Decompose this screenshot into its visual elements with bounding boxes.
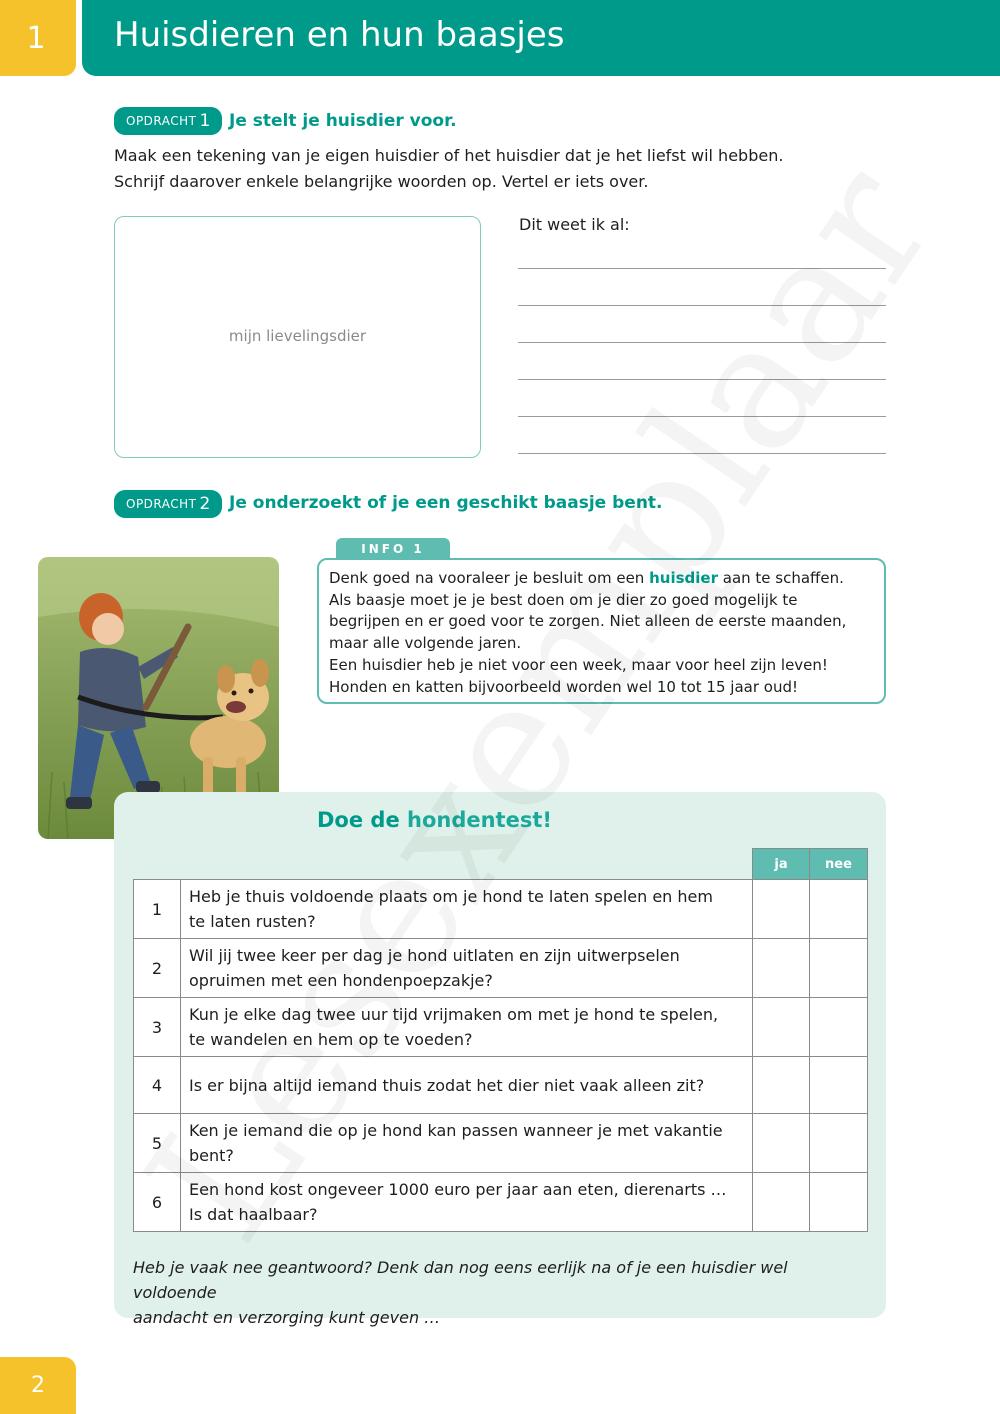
closing-note [133, 1255, 873, 1330]
table-header-blank [181, 849, 753, 880]
question-line: bent? [189, 1146, 234, 1165]
table-row [134, 1057, 868, 1114]
table-row [134, 880, 868, 939]
answer-no-cell[interactable] [810, 998, 868, 1057]
answer-no-cell[interactable] [810, 939, 868, 998]
test-heading-text: Doe de [317, 808, 407, 832]
opdracht2-heading: Je onderzoekt of je een geschikt baasje bent. [229, 493, 663, 513]
table-header-blank [134, 849, 181, 880]
opdracht1-badge [114, 107, 222, 135]
answer-no-cell[interactable] [810, 1057, 868, 1114]
info-line: Als baasje moet je je best doen om je dier zo goed mogelijk te [329, 590, 798, 609]
question-line: te laten rusten? [189, 912, 316, 931]
opdracht1-instructions [114, 143, 914, 195]
info-line: Honden en katten bijvoorbeeld worden wel 10 tot 15 jaar oud! [329, 677, 798, 696]
opdracht1-text-line1: Maak een tekening van je eigen huisdier of het huisdier dat je het liefst wil hebben. [114, 146, 784, 165]
title-bar [82, 0, 1000, 76]
question-line: opruimen met een hondenpoepzakje? [189, 971, 493, 990]
drawing-placeholder: mijn lievelingsdier [228, 327, 367, 345]
writing-line[interactable] [518, 342, 886, 343]
question-line: Heb je thuis voldoende plaats om je hond te laten spelen en hem [189, 887, 713, 906]
answer-yes-cell[interactable] [753, 1173, 810, 1232]
test-heading [317, 808, 552, 832]
opdracht1-heading: Je stelt je huisdier voor. [229, 111, 457, 131]
writing-line[interactable] [518, 305, 886, 306]
question-text [181, 1114, 753, 1173]
opdracht2-badge [114, 490, 222, 518]
page-number: 2 [0, 1357, 76, 1414]
answer-no-cell[interactable] [810, 880, 868, 939]
page-title: Huisdieren en hun baasjes [114, 15, 565, 55]
answer-no-cell[interactable] [810, 1114, 868, 1173]
question-line: te wandelen en hem op te voeden? [189, 1030, 473, 1049]
question-line: Een hond kost ongeveer 1000 euro per jaar aan eten, dierenarts … [189, 1180, 727, 1199]
table-header-row [134, 849, 868, 880]
question-text [181, 939, 753, 998]
answer-yes-cell[interactable] [753, 1114, 810, 1173]
question-line: Is er bijna altijd iemand thuis zodat het dier niet vaak alleen zit? [189, 1075, 705, 1095]
info-text: aan te schaffen. [717, 569, 844, 587]
question-number: 3 [134, 998, 181, 1057]
table-row [134, 939, 868, 998]
writing-line[interactable] [518, 416, 886, 417]
answer-no-cell[interactable] [810, 1173, 868, 1232]
info-text: Denk goed na vooraleer je besluit om een [329, 569, 650, 587]
info-line [329, 568, 874, 590]
question-line: Is dat haalbaar? [189, 1205, 318, 1224]
opdracht1-badge-number: 1 [199, 111, 211, 131]
info-tab: INFO 1 [336, 538, 450, 559]
question-text [181, 1057, 753, 1114]
question-line: Wil jij twee keer per dag je hond uitlaten en zijn uitwerpselen [189, 946, 680, 965]
column-header-yes: ja [753, 849, 810, 880]
notes-label: Dit weet ik al: [519, 215, 630, 234]
table-row [134, 1173, 868, 1232]
question-text [181, 880, 753, 939]
opdracht1-badge-word: OPDRACHT [126, 114, 197, 128]
question-number: 5 [134, 1114, 181, 1173]
writing-line[interactable] [518, 379, 886, 380]
answer-yes-cell[interactable] [753, 880, 810, 939]
opdracht1-text-line2: Schrijf daarover enkele belangrijke woorden op. Vertel er iets over. [114, 172, 649, 191]
question-number: 2 [134, 939, 181, 998]
info-line: Een huisdier heb je niet voor een week, maar voor heel zijn leven! [329, 655, 828, 674]
dog-test-table [133, 848, 868, 1232]
answer-yes-cell[interactable] [753, 939, 810, 998]
question-text [181, 1173, 753, 1232]
opdracht2-badge-number: 2 [199, 494, 211, 514]
opdracht2-badge-word: OPDRACHT [126, 497, 197, 511]
writing-line[interactable] [518, 453, 886, 454]
closing-line: aandacht en verzorging kunt geven … [133, 1308, 441, 1327]
answer-yes-cell[interactable] [753, 1057, 810, 1114]
chapter-number: 1 [0, 0, 76, 76]
info-line: begrijpen en er goed voor te zorgen. Niet alleen de eerste maanden, [329, 612, 847, 631]
info-line: maar alle volgende jaren. [329, 634, 522, 653]
question-line: Ken je iemand die op je hond kan passen wanneer je met vakantie [189, 1121, 723, 1140]
question-line: Kun je elke dag twee uur tijd vrijmaken om met je hond te spelen, [189, 1005, 719, 1024]
test-heading-highlight: hondentest! [407, 808, 552, 832]
table-row [134, 1114, 868, 1173]
drawing-area[interactable] [114, 216, 481, 458]
question-number: 6 [134, 1173, 181, 1232]
info-box [317, 558, 886, 704]
writing-line[interactable] [518, 268, 886, 269]
column-header-no: nee [810, 849, 868, 880]
question-number: 1 [134, 880, 181, 939]
question-text [181, 998, 753, 1057]
info-keyword: huisdier [649, 569, 718, 587]
answer-yes-cell[interactable] [753, 998, 810, 1057]
table-row [134, 998, 868, 1057]
question-number: 4 [134, 1057, 181, 1114]
closing-line: Heb je vaak nee geantwoord? Denk dan nog eens eerlijk na of je een huisdier wel voldoende [133, 1258, 788, 1302]
